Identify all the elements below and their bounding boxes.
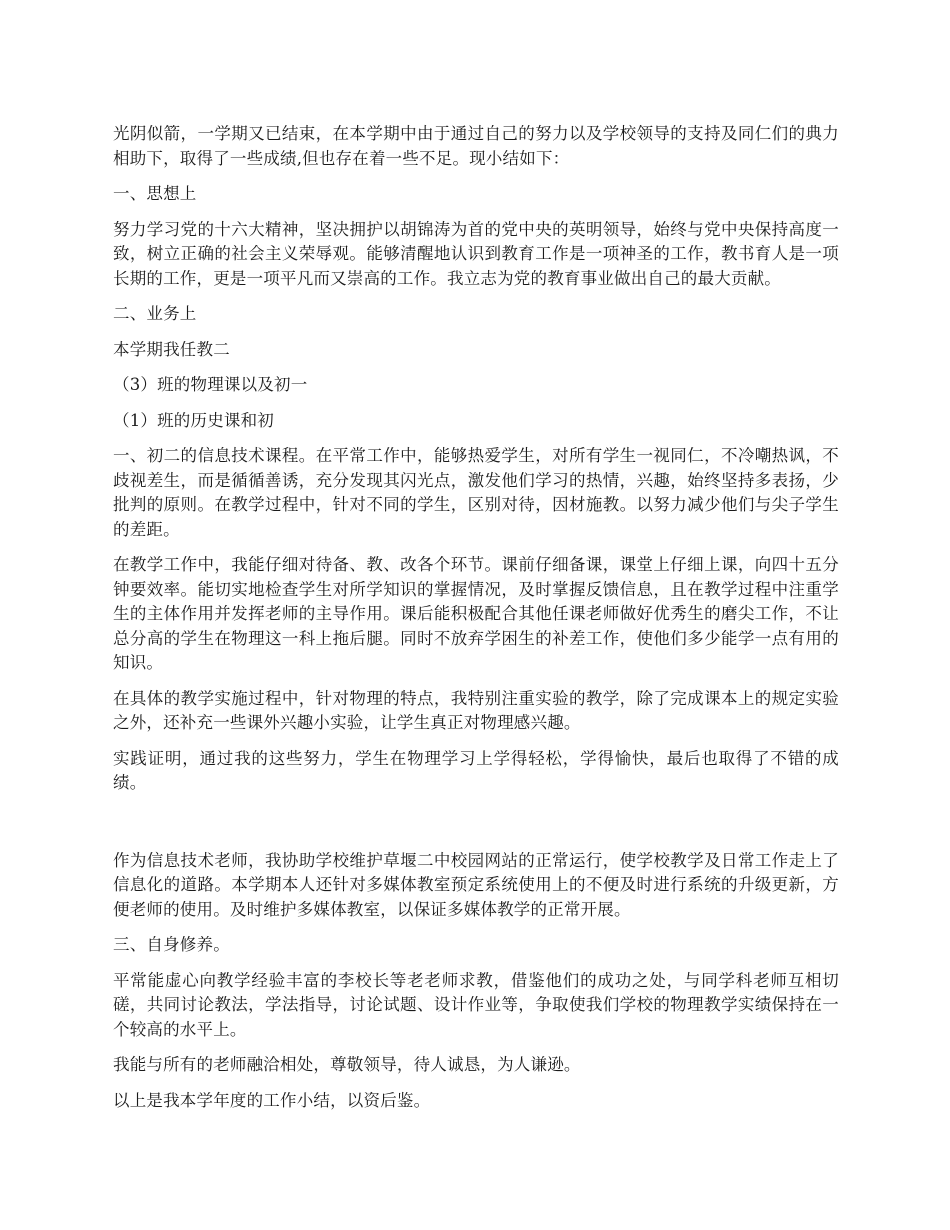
students-paragraph: 一、初二的信息技术课程。在平常工作中，能够热爱学生，对所有学生一视同仁，不冷嘲热讽，不歧视差生，而是循循善诱，充分发现其闪光点，激发他们学习的热情，兴趣，始终坚持多表扬，少批判的原则。在教学过程中，针对不同的学生，区别对待，因材施教。以努力减少他们与尖子学生的差距。 — [113, 446, 839, 539]
document-body — [113, 122, 839, 1124]
closing-paragraph: 以上是我本学年度的工作小结，以资后鉴。 — [113, 1090, 431, 1110]
section-heading-business: 二、业务上 — [113, 304, 197, 323]
intro-paragraph: 光阴似箭，一学期又已结束，在本学期中由于通过自己的努力以及学校领导的支持及同仁们的典力相助下，取得了一些成绩,但也存在着一些不足。现小结如下： — [113, 124, 839, 168]
teaching-line-1: 本学期我任教二 — [113, 339, 230, 359]
teaching-line-2: （3）班的物理课以及初一 — [113, 375, 308, 394]
colleagues-paragraph: 我能与所有的老师融洽相处，尊敬领导，待人诚恳，为人谦逊。 — [113, 1055, 581, 1074]
results-paragraph: 实践证明，通过我的这些努力，学生在物理学习上学得轻松，学得愉快，最后也取得了不错的成绩。 — [113, 748, 839, 792]
experiment-paragraph: 在具体的教学实施过程中，针对物理的特点，我特别注重实验的教学，除了完成课本上的规定实验之外，还补充一些课外兴趣小实验，让学生真正对物理感兴趣。 — [113, 688, 839, 732]
section-heading-thought: 一、思想上 — [113, 184, 197, 203]
thought-paragraph: 努力学习党的十六大精神，坚决拥护以胡锦涛为首的党中央的英明领导，始终与党中央保持高度一致，树立正确的社会主义荣辱观。能够清醒地认识到教育工作是一项神圣的工作，教书育人是一项长期的工作，更是一项平凡而又崇高的工作。我立志为党的教育事业做出自己的最大贡献。 — [113, 219, 839, 288]
teaching-line-3: （1）班的历史课和初 — [113, 410, 274, 430]
self-improvement-paragraph: 平常能虚心向教学经验丰富的李校长等老老师求教，借鉴他们的成功之处，与同学科老师互相切磋，共同讨论教法，学法指导，讨论试题、设计作业等，争取使我们学校的物理教学实绩保持在一个较高的水平上。 — [113, 970, 839, 1039]
it-teacher-paragraph: 作为信息技术老师，我协助学校维护草堰二中校园网站的正常运行，使学校教学及日常工作走上了信息化的道路。本学期本人还针对多媒体教室预定系统使用上的不便及时进行系统的升级更新，方便老师的使用。及时维护多媒体教室，以保证多媒体教学的正常开展。 — [113, 850, 839, 919]
blank-gap — [113, 807, 839, 849]
teaching-work-paragraph: 在教学工作中，我能仔细对待备、教、改各个环节。课前仔细备课，课堂上仔细上课，向四十五分钟要效率。能切实地检查学生对所学知识的掌握情况，及时掌握反馈信息，且在教学过程中注重学生的主体作用并发挥老师的主导作用。课后能积极配合其他任课老师做好优秀生的磨尖工作，不让总分高的学生在物理这一科上拖后腿。同时不放弃学困生的补差工作，使他们多少能学一点有用的知识。 — [113, 555, 839, 672]
section-heading-self: 三、自身修养。 — [113, 935, 230, 954]
